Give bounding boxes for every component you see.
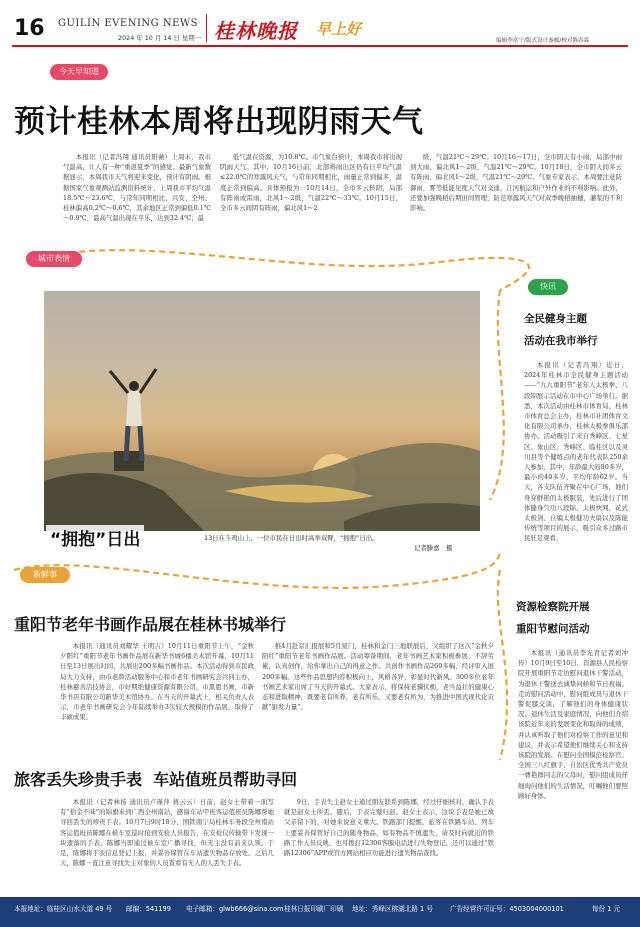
- sidebar1-title-line2: 活动在我市举行: [524, 335, 598, 347]
- footer-printer: 桂林日报印刷厂印刷: [284, 905, 344, 913]
- sidebar1-title-line1: 全民健身主题: [524, 313, 587, 325]
- footer-printer-address: 地址：秀峰区榕湖北路 1 号: [352, 905, 433, 913]
- sidebar1-text: 本报讯（记者冯翔）近日，2024年桂林市全民健身主题活动——“九九重阳节”老年人太极拳、八段锦展示活动在市中心广场举行。据悉，本次活动由桂林市体育局、桂林市体育总会主办，桂林市社团体育文化有限公司承办，桂林太极拳俱乐部协办。活动吸引了来自秀峰区、七星区、象山区、秀峰区、临桂区以及灵川县等个健练点的老年代表队250余人参加，其中，年龄最大的80多岁，最小的40多岁，平均年龄62岁。当天，各支队伍齐聚在中心广场，他们身穿鲜艳的太极服装，先后进行了团体健身气功八段锦、太极快网、花式太极剑、自编太极健功夫扇以及陈能传统等项目的展示，吸引众多过路市民驻足观看。: [524, 361, 628, 543]
- sidebar2-title-line2: 重阳节慰问活动: [516, 623, 590, 635]
- sunrise-photo: [44, 291, 480, 531]
- header-divider: [206, 14, 207, 42]
- newspaper-logo: 桂林晚报: [214, 19, 298, 43]
- tag-today: 今天早知道: [50, 64, 108, 80]
- weather-headline: 预计桂林本周将出现阴雨天气: [14, 104, 424, 140]
- footer-address: 本报地址：临桂区山水大道 49 号: [14, 905, 113, 913]
- paper-english-name: GUILIN EVENING NEWS: [58, 18, 199, 29]
- photo-title: “拥抱”日出: [46, 525, 144, 550]
- watch-col-2: 9日，手表失主赵女士通过朋友联系到陈娜，经过仔细核对，确认手表就是赵女士所丢。随后，手表完璧归赵。赵女士表示，这块手表是她已故父亲留下的，对她来说意义重大。铁路部门提醒，旅客在铁路车站、列车上要妥善保管好自己的随身物品，如有物品不慎遗失，请及时向就近的铁路工作人员反映，也可拨打12306客服电话进行失物登记，还可以通过“铁路12306”APP或官方网站相应功能进行遗失物品查找。: [284, 798, 494, 858]
- weather-col-2: 低气温在资源，为10.8℃。市气象台预计，本周我市将出现阴雨天气。其中，10月16日前，北部将雨出区仍有日平均气温≤22.0℃的寒露风天气，与常年同期相比，雨量正常到偏多，温度正常到偏高。具体预报为：10月14日，全市多云转阴，局部有阵雨或雷雨，北风1～2级，气温22℃～33℃。10月15日，全市多云间阴有阵雨，偏北风1～2: [220, 153, 402, 213]
- footer-price: 每份 1 元: [592, 905, 621, 913]
- photo-scene: [44, 291, 480, 531]
- photo-credit: 记者滕嘉 摄: [414, 544, 453, 552]
- person-figure: [110, 369, 156, 461]
- issue-date: 2024 年 10 月 14 日 星期一: [118, 34, 202, 42]
- editors-credit: 编辑李富宁/版式设计秦邮/校对陈春霖: [496, 38, 590, 44]
- weather-col-3: 级，气温21℃～29℃。10月16～17日，全市阴天有小雨，局部中雨到大雨，偏北风1～2级，气温21℃～29℃。10月18日，全市阴天间多云有阵雨，偏北风1～2级，气温21℃～29℃。气象专家表示，本周要注意防御雨，雾等低能见度天气对交通，江河航运和户外作业的不利影响。此外，还要加强晚稻后期田间管理，防范寒露风天气对双季晚稻抽穗，灌浆的不利影响。: [410, 153, 622, 213]
- tag-fresh: 新鲜事: [20, 567, 70, 583]
- header-rule: [12, 45, 628, 47]
- art-col-1: 本报讯（通讯员刘耀华 王明吉）10月11日重阳节上午，“金秋夕阳红”重阳节老年书画作品展在新华书城6楼美术馆开幕，10月11日至13日展出时间，共展出200多幅书画作品。本次活动得到市民政局大力支持，由市老龄活动服务中心和市老年书画研究会共同主办，桂林慈善活技协会，市好期绝健康资源有限公司，市黑恩书画，市新华书店有限公司新华美术馆协办。在当天的开幕式上，相关负责人表示，市老年书画研究会今年陆续举办3次较大规模的作品展，取得了丰硕成果。: [60, 642, 254, 722]
- tag-city: 城市表情: [26, 251, 82, 267]
- sidebar2-text: 本报讯（通讯员李光君记者刘冲传）10月9日至10日，资源县人民检察院开展重阳节走访慰问退休干警活动，为退休干警送去诚挚问候和节日祝福。走访慰问活动中，慰问组成员与退休干警促膝交谈，了解他们的身体健康状况、退休生活及家庭情况，向他们介绍该院近年来的发展变化和取得的成绩，并认真听取了他们对检察工作的意见和建议，并表示希望他们继续关心和支持该院的发展。在慰问全国模范检察官、全国三八红旗手、自治区优秀共产党员一曹艳群同志的父母时，慰问组成员仔细询问他们的生活情况，叮嘱他们要照顾好身体。: [518, 649, 628, 800]
- sidebar2-title-line1: 资源检察院开展: [516, 601, 590, 613]
- footer-ad-license: 广告经营许可证号：4503004000101: [450, 905, 564, 913]
- footer-email: 电子邮箱：glwb666@sina.com: [186, 905, 284, 913]
- photo-caption: 13日在斗鸡山上，一位市民在日出时高举双臂，“拥抱”日出。: [204, 534, 379, 542]
- footer-bar: [0, 897, 640, 927]
- watch-headline: 旅客丢失珍贵手表 车站值班员帮助寻回: [14, 770, 298, 789]
- footer-postcode: 邮编：541199: [126, 905, 171, 913]
- art-col-2: 推4月赴京汇报展和5月厦门，桂林和金门三地联展后，又组织了这次“金秋夕阳红”重阳节老年书画作品展。活动筹备期间，老年书画艺术家积极参展，不辞劳累，认真创作，给你拿出自己的得意之作。共创作书画作品260多幅，经评审入展200多幅。这些作品思想内容积极向上，风格各异，彰显时代新风。300多位老年书画艺术家出席了当天的开幕式。大家表示，将保持老骥伏枥，老当益壮的健康心态和进取精神，既要老有所养，老有所乐，又要老有所为，为推进中国式现代化贡献“银发力量”。: [262, 642, 494, 712]
- page-number: 16: [14, 16, 45, 41]
- tag-news: 快讯: [528, 279, 568, 295]
- weather-col-1: 本报讯（记者冯翔 通讯员阳薇）上周末，我市气温高，让人有一种“重返夏季”的感觉。最新气象数据显示，本周我市天气将迎来变化，预计有阴雨。根据国家气象观测站监测资料统计，上周我市平均气温18.5℃～23.6℃，与常年同期相比，兴安、全州、桂林偏高0.2℃～0.6℃，其余地区正常到偏低0.1℃～0.9℃，最高气温出现在平乐，达到32.4℃；最: [63, 153, 211, 223]
- section-logo: 早上好: [316, 20, 362, 38]
- watch-col-1: 本报讯（记者林扬 通讯员卢瑾萍 蒋云云）日前，赵女士带着一面写有“拾金不昧”的锦旗来到广西全州南站，感谢车站甲班客运值班员陈娜帮她寻回丢失的珍贵手表。10月7日9时18分，国铁南宁局桂林车务段全州南站客运值班员陈娜在候车室巡时接到安检人员报告，在安检仪传输带下发现一块遗落的手表。陈娜当即通过候车室广播寻找，但无主没有前来认领。于是，陈娜将手表信息登记上报，并妥善保管在车站遗失物品存放处。之后几天，陈娜一直注意寻找失主对象的人员查看有无人的人丢失手表。: [60, 798, 274, 868]
- art-headline: 重阳节老年书画作品展在桂林书城举行: [14, 615, 287, 634]
